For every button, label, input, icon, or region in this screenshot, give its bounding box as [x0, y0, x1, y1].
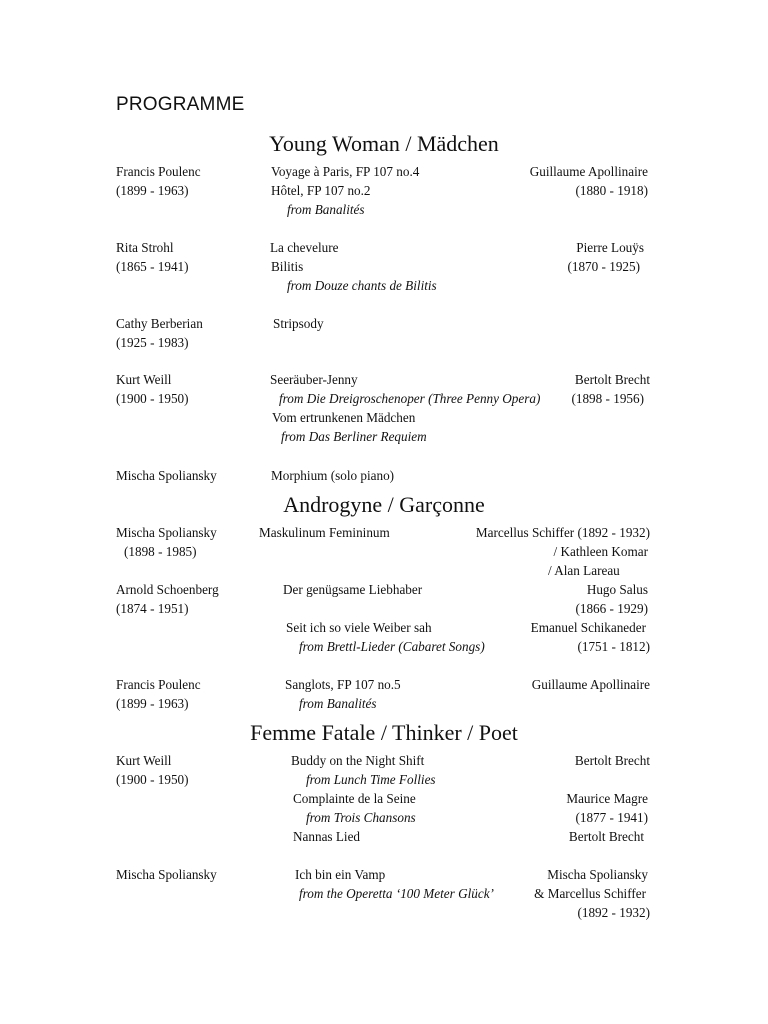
work-title: Stripsody: [273, 316, 324, 331]
work-title: Sanglots, FP 107 no.5: [285, 677, 401, 692]
composer-name: Rita Strohl: [116, 240, 174, 255]
poet-dates: (1870 - 1925): [567, 259, 640, 274]
poet-name: Emanuel Schikaneder: [530, 620, 646, 635]
section-title: Androgyne / Garçonne: [283, 492, 485, 517]
work-source: from Banalités: [287, 202, 365, 217]
poet-name: Hugo Salus: [586, 582, 648, 597]
work-source: from Die Dreigroschenoper (Three Penny Opera): [279, 391, 541, 406]
poet-name: Pierre Louÿs: [576, 240, 644, 255]
poet-name: Bertolt Brecht: [574, 753, 650, 768]
work-source: from Lunch Time Follies: [306, 772, 436, 787]
work-source: from Trois Chansons: [306, 810, 416, 825]
poet-dates: (1751 - 1812): [577, 639, 650, 654]
composer-dates: (1925 - 1983): [116, 335, 189, 350]
composer-name: Francis Poulenc: [116, 677, 201, 692]
work-title: Buddy on the Night Shift: [291, 753, 425, 768]
composer-dates: (1874 - 1951): [116, 601, 189, 616]
composer-dates: (1898 - 1985): [124, 544, 197, 559]
work-title: Ich bin ein Vamp: [295, 867, 386, 882]
composer-name: Francis Poulenc: [116, 164, 201, 179]
poet-name: Marcellus Schiffer (1892 - 1932): [475, 525, 650, 540]
poet-name: Bertolt Brecht: [574, 372, 650, 387]
composer-name: Mischa Spoliansky: [116, 525, 217, 540]
composer-dates: (1900 - 1950): [116, 391, 189, 406]
poet-dates: (1892 - 1932): [577, 905, 650, 920]
work-source: from the Operetta ‘100 Meter Glück’: [299, 886, 494, 901]
composer-dates: (1865 - 1941): [116, 259, 189, 274]
composer-name: Mischa Spoliansky: [116, 867, 217, 882]
programme-heading: PROGRAMME: [116, 94, 245, 115]
poet-name: Guillaume Apollinaire: [529, 164, 648, 179]
work-title: Der genügsame Liebhaber: [283, 582, 423, 597]
work-title: Complainte de la Seine: [293, 791, 416, 806]
composer-name: Kurt Weill: [116, 372, 172, 387]
work-title: Vom ertrunkenen Mädchen: [272, 410, 416, 425]
work-title: Hôtel, FP 107 no.2: [271, 183, 371, 198]
poet-name: Maurice Magre: [566, 791, 648, 806]
poet-name: Bertolt Brecht: [568, 829, 644, 844]
work-title: Morphium (solo piano): [271, 468, 395, 483]
poet-dates: (1898 - 1956): [571, 391, 644, 406]
composer-name: Cathy Berberian: [116, 316, 203, 331]
composer-name: Kurt Weill: [116, 753, 172, 768]
composer-dates: (1900 - 1950): [116, 772, 189, 787]
poet-name: Mischa Spoliansky: [547, 867, 648, 882]
work-title: La chevelure: [270, 240, 339, 255]
poet-dates: (1866 - 1929): [575, 601, 648, 616]
work-title: Bilitis: [271, 259, 304, 274]
composer-dates: (1899 - 1963): [116, 183, 189, 198]
poet-dates: (1880 - 1918): [575, 183, 648, 198]
poet-dates: (1877 - 1941): [575, 810, 648, 825]
poet-name: / Alan Lareau: [548, 563, 620, 578]
work-source: from Brettl-Lieder (Cabaret Songs): [299, 639, 485, 654]
section-title: Femme Fatale / Thinker / Poet: [250, 720, 518, 745]
work-title: Nannas Lied: [293, 829, 361, 844]
work-source: from Banalités: [299, 696, 377, 711]
poet-name: & Marcellus Schiffer: [534, 886, 646, 901]
work-title: Maskulinum Femininum: [259, 525, 390, 540]
work-title: Voyage à Paris, FP 107 no.4: [271, 164, 420, 179]
poet-name: / Kathleen Komar: [553, 544, 648, 559]
section-title: Young Woman / Mädchen: [269, 131, 499, 156]
composer-dates: (1899 - 1963): [116, 696, 189, 711]
composer-name: Arnold Schoenberg: [116, 582, 219, 597]
poet-name: Guillaume Apollinaire: [531, 677, 650, 692]
composer-name: Mischa Spoliansky: [116, 468, 217, 483]
work-title: Seeräuber-Jenny: [270, 372, 358, 387]
work-title: Seit ich so viele Weiber sah: [286, 620, 432, 635]
work-source: from Douze chants de Bilitis: [287, 278, 437, 293]
work-source: from Das Berliner Requiem: [281, 429, 427, 444]
